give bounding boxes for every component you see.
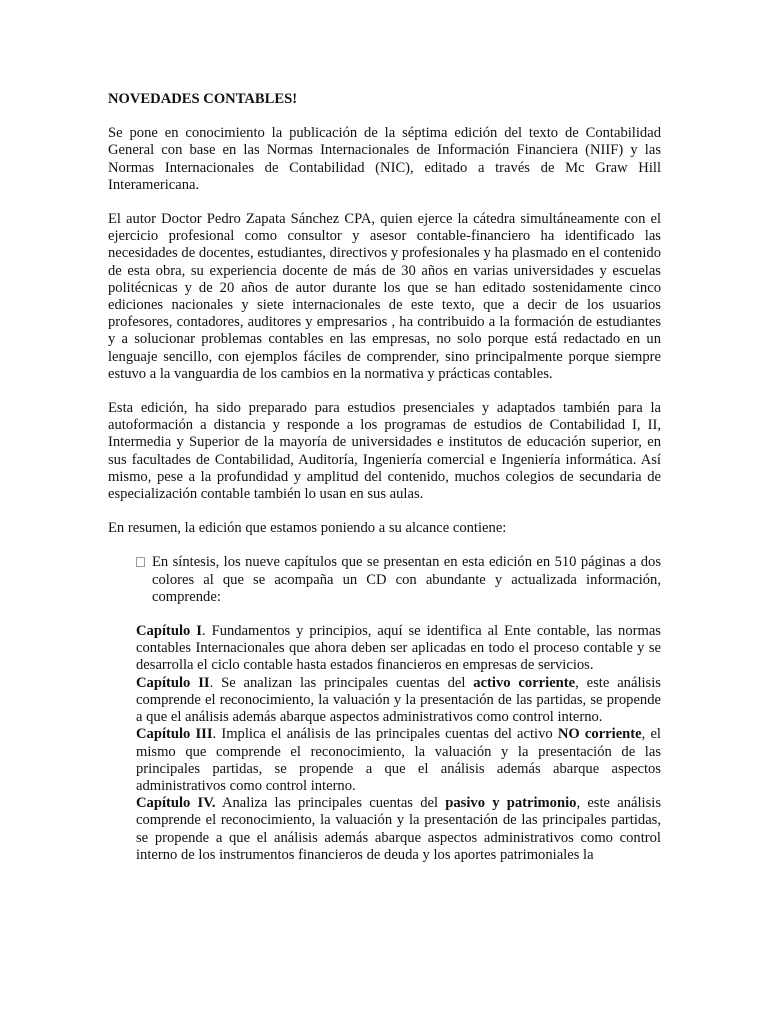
chapter-3-emphasis: NO corriente <box>557 726 642 743</box>
chapter-2-emphasis: activo corriente <box>473 674 576 691</box>
summary-intro: En resumen, la edición que estamos poniendo a su alcance contiene: <box>108 520 507 537</box>
chapter-3 <box>136 726 661 795</box>
chapter-4-text-b: , este análisis comprende el reconocimiento, la valuación y la presentación de las principales partidas, se propende a que el análisis además abarque aspectos administrativos como control interno de los instrumentos financieros de deuda y los aportes patrimoniales la <box>136 795 661 863</box>
chapter-4-emphasis: pasivo y patrimonio <box>445 795 577 812</box>
chapter-list <box>136 623 661 864</box>
chapter-4-text-a: Analiza las principales cuentas del <box>215 795 446 812</box>
bullet-text: En síntesis, los nueve capítulos que se presentan en esta edición en 510 páginas a dos colores al que se acompaña un CD con abundante y actualizada información, comprende: <box>152 554 661 605</box>
chapter-1-label: Capítulo I <box>136 623 202 640</box>
chapter-1-text: . Fundamentos y principios, aquí se identifica al Ente contable, las normas contables Internacionales que ahora deben ser aplicadas en todo el proceso contable y se desarrolla el ciclo contable hasta estados financieros en empresas de servicios. <box>136 623 661 674</box>
chapter-4-label: Capítulo IV. <box>136 795 216 812</box>
document-page <box>108 91 661 864</box>
chapter-2-text-a: . Se analizan las principales cuentas del <box>209 674 474 691</box>
document-title: NOVEDADES CONTABLES! <box>108 91 298 107</box>
bullet-box-icon <box>136 557 145 567</box>
chapter-1 <box>136 623 661 675</box>
bullet-item <box>136 554 661 606</box>
paragraph-publication: Se pone en conocimiento la publicación de la séptima edición del texto de Contabilidad General con base en las Normas Internacionales de Información Financiera (NIIF) y las Normas Internacionales de Contabilidad (NIC), editado a través de Mc Graw Hill Interamericana. <box>108 125 661 193</box>
chapter-2 <box>136 675 661 727</box>
chapter-2-label: Capítulo II <box>136 674 210 691</box>
chapter-3-label: Capítulo III <box>136 726 213 743</box>
chapter-4 <box>136 795 661 864</box>
chapter-2-text-b: , este análisis comprende el reconocimiento, la valuación y la presentación de las partidas, se propende a que el análisis además abarque aspectos administrativos como control interno. <box>136 674 661 726</box>
paragraph-author: El autor Doctor Pedro Zapata Sánchez CPA, quien ejerce la cátedra simultáneamente con el ejercicio profesional como consultor y asesor contable-financiero ha identificado las necesidades de docentes, estudiantes, directivos y profesionales y ha plasmado en el contenido de esta obra, su experiencia docente de más de 30 años en varias universidades y escuelas politécnicas y de 20 años de autor durante los que se han editado sostenidamente cinco ediciones nacionales y siete internacionales de este texto, que a decir de los usuarios profesores, contadores, auditores y empresarios , ha contribuido a la formación de estudiantes y a solucionar problemas contables en las empresas, no solo porque está redactado en un lenguaje sencillo, con ejemplos fáciles de comprender, sino principalmente porque siempre estuvo a la vanguardia de los cambios en la normativa y prácticas contables. <box>108 211 661 382</box>
chapter-3-text-b: , el mismo que comprende el reconocimiento, la valuación y la presentación de las principales partidas, se propende a que el análisis además abarque aspectos administrativos como control interno. <box>136 726 661 794</box>
chapter-3-text-a: . Implica el análisis de las principales cuentas del activo <box>212 726 558 743</box>
paragraph-edition: Esta edición, ha sido preparado para estudios presenciales y adaptados también para la autoformación a distancia y responde a los programas de estudios de Contabilidad I, II, Intermedia y Superior de la mayoría de universidades e institutos de educación superior, en sus facultades de Contabilidad, Auditoría, Ingeniería comercial e Ingeniería informática. Así mismo, pese a la profundidad y amplitud del contenido, muchos colegios de secundaria de especialización contable también lo usan en sus aulas. <box>108 400 661 503</box>
